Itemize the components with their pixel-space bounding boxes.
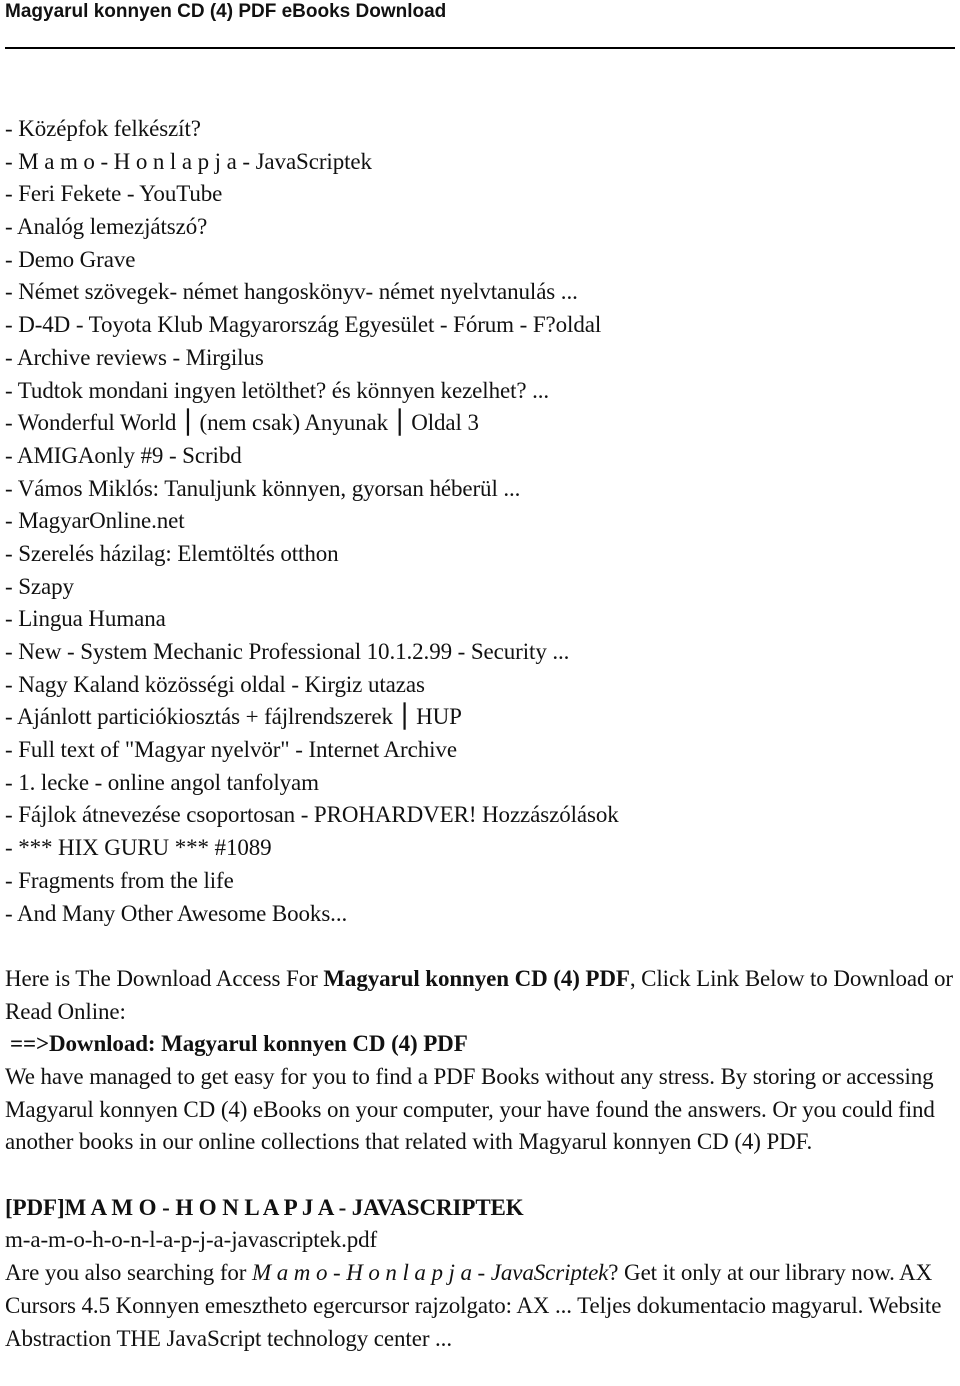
list-item: - MagyarOnline.net: [5, 508, 185, 534]
download-link[interactable]: ==>Download: Magyarul konnyen CD (4) PDF: [10, 1031, 468, 1057]
section-gap: [5, 930, 955, 963]
list-item: - Tudtok mondani ingyen letölthet? és könnyen kezelhet? ...: [5, 377, 550, 403]
list-item: - Wonderful World ⎮ (nem csak) Anyunak ⎮ Oldal 3: [5, 410, 479, 436]
entry-description: [5, 1257, 955, 1355]
list-item: - Szapy: [5, 573, 74, 599]
entry-filename: m-a-m-o-h-o-n-l-a-p-j-a-javascriptek.pdf: [5, 1227, 378, 1253]
download-link-line: [5, 1028, 955, 1061]
entry-text-suffix: ? Get it only at our library now. AX Cursors 4.5 Konnyen emesztheto egercursor rajzolgato: AX ... Teljes dokumentacio magyarul. Website Abstraction THE JavaScript technology center ...: [5, 1260, 942, 1351]
list-item: - Fájlok átnevezése csoportosan - PROHARDVER! Hozzászólások: [5, 802, 619, 828]
list-item: - Nagy Kaland közösségi oldal - Kirgiz utazas: [5, 671, 425, 697]
header-divider: [5, 47, 955, 49]
list-item: - Archive reviews - Mirgilus: [5, 344, 264, 370]
list-item: - M a m o - H o n l a p j a - JavaScriptek: [5, 148, 372, 174]
list-item: - New - System Mechanic Professional 10.1.2.99 - Security ...: [5, 639, 570, 664]
list-item: - Feri Fekete - YouTube: [5, 181, 223, 207]
list-item: - Vámos Miklós: Tanuljunk könnyen, gyorsan héberül ...: [5, 475, 521, 501]
list-item: - Ajánlott particiókiosztás + fájlrendszerek ⎮ HUP: [5, 704, 462, 730]
list-item: - 1. lecke - online angol tanfolyam: [5, 769, 319, 795]
download-description: We have managed to get easy for you to find a PDF Books without any stress. By storing or accessing Magyarul konnyen CD (4) eBooks on your computer, your have found the answers. Or you could find another books in our online collections that related with Magyarul konnyen CD (4) PDF.: [5, 1063, 935, 1155]
list-item: - Középfok felkészít?: [5, 116, 201, 141]
download-intro-title: Magyarul konnyen CD (4) PDF: [323, 965, 630, 991]
list-item: - Fragments from the life: [5, 867, 234, 893]
download-intro-suffix: , Click Link Below to Download or Read Online:: [5, 965, 953, 1024]
entry-heading: [PDF]M A M O - H O N L A P J A - JAVASCRIPTEK: [5, 1194, 524, 1220]
page-header: [5, 0, 955, 23]
entry-text-title: M a m o - H o n l a p j a - JavaScriptek: [252, 1260, 609, 1286]
list-item: - Full text of "Magyar nyelvör" - Internet Archive: [5, 737, 457, 763]
list-item: - Analóg lemezjátszó?: [5, 214, 208, 240]
list-item: - Lingua Humana: [5, 606, 166, 632]
list-item: - Német szövegek- német hangoskönyv- német nyelvtanulás ...: [5, 279, 578, 305]
related-list: [5, 113, 955, 930]
page-title: Magyarul konnyen CD (4) PDF eBooks Download: [5, 1, 447, 22]
list-item: - And Many Other Awesome Books...: [5, 900, 348, 926]
entry-text-prefix: Are you also searching for: [5, 1260, 253, 1286]
download-intro: [5, 963, 955, 1028]
list-item: - *** HIX GURU *** #1089: [5, 835, 272, 861]
list-item: - D-4D - Toyota Klub Magyarország Egyesület - Fórum - F?oldal: [5, 312, 602, 338]
download-intro-prefix: Here is The Download Access For: [5, 965, 324, 991]
section-gap: [5, 1159, 955, 1192]
document-body: [5, 113, 955, 1355]
list-item: - Szerelés házilag: Elemtöltés otthon: [5, 540, 339, 566]
list-item: - AMIGAonly #9 - Scribd: [5, 442, 242, 468]
list-item: - Demo Grave: [5, 246, 136, 272]
